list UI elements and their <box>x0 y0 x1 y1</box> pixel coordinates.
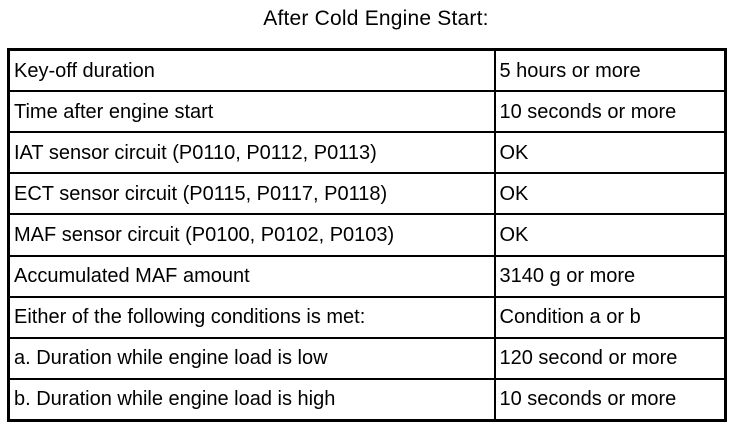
condition-cell: a. Duration while engine load is low <box>9 338 495 379</box>
value-cell: 10 seconds or more <box>495 379 726 421</box>
table-row <box>9 132 726 173</box>
condition-cell: ECT sensor circuit (P0115, P0117, P0118) <box>9 173 495 214</box>
condition-cell: Either of the following conditions is met: <box>9 297 495 338</box>
value-cell: OK <box>495 214 726 255</box>
condition-cell: b. Duration while engine load is high <box>9 379 495 421</box>
table-row <box>9 173 726 214</box>
table-row <box>9 379 726 421</box>
value-cell: OK <box>495 173 726 214</box>
value-cell: Condition a or b <box>495 297 726 338</box>
table-title: After Cold Engine Start: <box>263 7 489 30</box>
table-row <box>9 256 726 297</box>
condition-cell: MAF sensor circuit (P0100, P0102, P0103) <box>9 214 495 255</box>
table-row <box>9 338 726 379</box>
value-cell: 3140 g or more <box>495 256 726 297</box>
value-cell: 120 second or more <box>495 338 726 379</box>
table-row <box>9 297 726 338</box>
value-cell: 5 hours or more <box>495 50 726 92</box>
conditions-table <box>7 48 727 422</box>
table-row <box>9 91 726 132</box>
value-cell: OK <box>495 132 726 173</box>
value-cell: 10 seconds or more <box>495 91 726 132</box>
condition-cell: IAT sensor circuit (P0110, P0112, P0113) <box>9 132 495 173</box>
condition-cell: Accumulated MAF amount <box>9 256 495 297</box>
table-row <box>9 50 726 92</box>
condition-cell: Time after engine start <box>9 91 495 132</box>
table-row <box>9 214 726 255</box>
condition-cell: Key-off duration <box>9 50 495 92</box>
